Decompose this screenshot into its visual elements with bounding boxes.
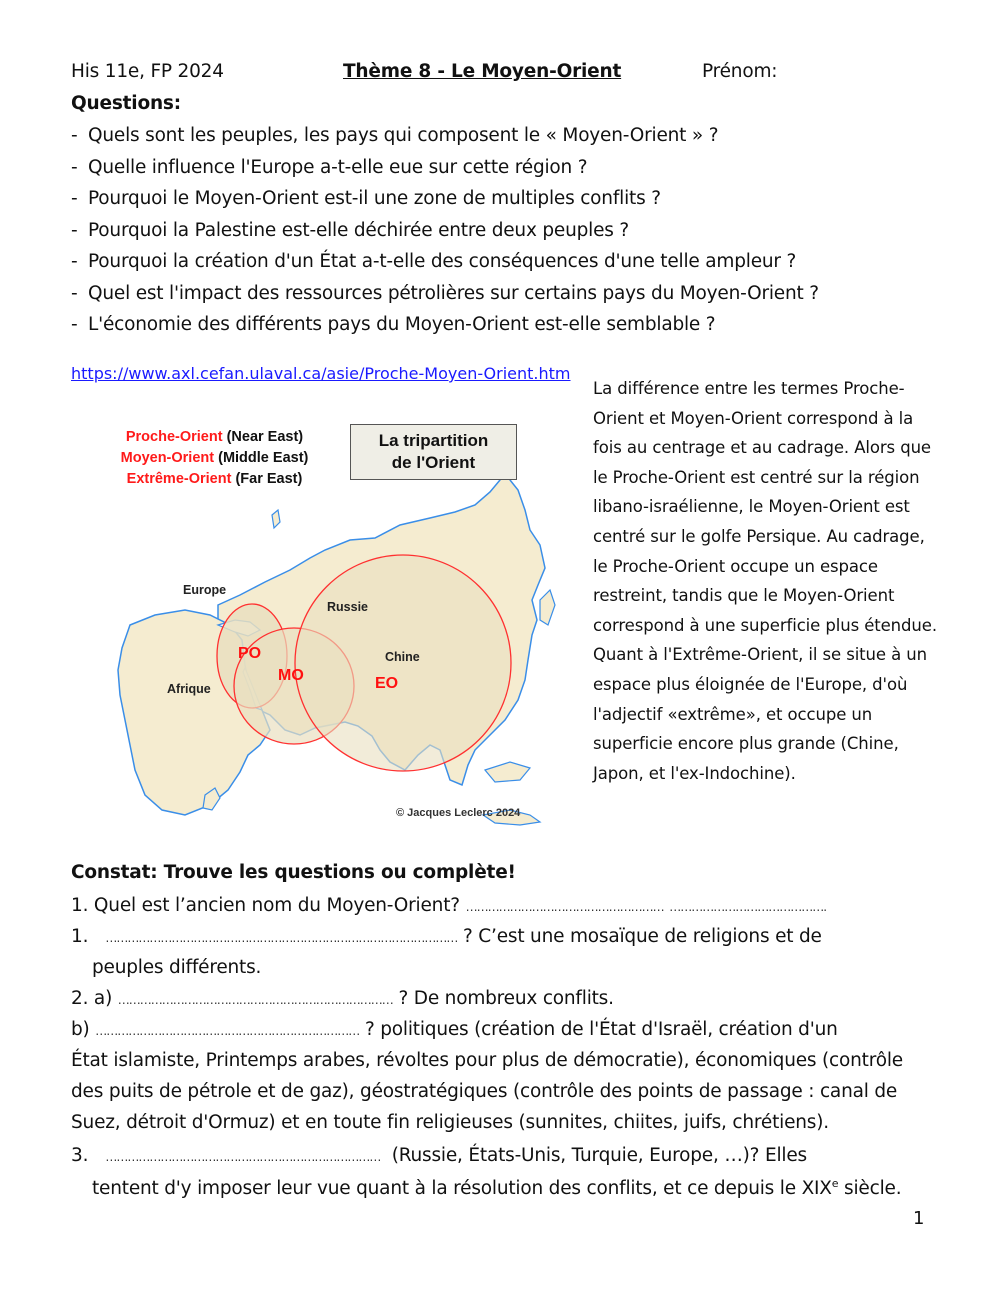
japan-islands: [540, 590, 555, 625]
exercise-q2b: b) ……………………………………………………………… ? politiques (création de l'État d'Israël, création d'un: [71, 1019, 838, 1040]
question-item: - Quel est l'impact des ressources pétrolières sur certains pays du Moyen-Orient ?: [71, 282, 819, 304]
exercise-q2a: 2. a) ………………………………………………………………… ? De nombreux conflits.: [71, 988, 614, 1009]
exercise-q1: 1. Quel est l’ancien nom du Moyen-Orient? ……………………………………………… …………………………………….: [71, 895, 827, 916]
question-item: - Pourquoi le Moyen-Orient est-il une zone de multiples conflits ?: [71, 188, 661, 209]
map-title-box: La tripartition de l'Orient: [350, 424, 517, 480]
legend-item: Proche-Orient (Near East): [125, 429, 304, 445]
question-item: - Quelle influence l'Europe a-t-elle eue sur cette région ?: [71, 156, 588, 178]
question-item: - Pourquoi la Palestine est-elle déchirée entre deux peuples ?: [71, 219, 630, 241]
question-item: - Quels sont les peuples, les pays qui composent le « Moyen-Orient » ?: [71, 125, 719, 146]
arctic-island: [272, 510, 280, 528]
source-link[interactable]: https://www.axl.cefan.ulaval.ca/asie/Proche-Moyen-Orient.htm: [71, 364, 571, 383]
answer-blank[interactable]: …………………………………….: [669, 900, 827, 914]
exercise-q2b-line3: des puits de pétrole et de gaz), géostratégiques (contrôle des points de passage : canal de: [71, 1081, 898, 1102]
answer-blank[interactable]: …………………………………………………………………: [105, 1150, 381, 1164]
question-item: - Pourquoi la création d'un État a-t-elle des conséquences d'une telle ampleur ?: [71, 251, 797, 272]
course-label: His 11e, FP 2024: [71, 61, 224, 82]
first-name-label: Prénom:: [702, 61, 778, 82]
zone-label-po: PO: [238, 645, 262, 662]
zone-label-eo: EO: [375, 675, 399, 692]
exercise-q2b-line2: État islamiste, Printemps arabes, révoltes pour plus de démocratie), économiques (contrôle: [71, 1050, 903, 1071]
constat-heading: Constat: Trouve les questions ou complète!: [71, 862, 516, 883]
page-title: Thème 8 - Le Moyen-Orient: [343, 61, 622, 82]
legend-item: Extrême-Orient (Far East): [126, 471, 303, 487]
answer-blank[interactable]: ……………………………………………………………………………………: [105, 931, 458, 945]
explanation-text: La différence entre les termes Proche-Orient et Moyen-Orient correspond à la fois au centrage et au cadrage. Alors que le Proche-Orient est centré sur la région libano-israélienne, le Moyen-Orient est centré sur le golfe Persique. Au cadrage, le Proche-Orient occupe un espace restreint, tandis que le Moyen-Orient correspond à une superficie plus étendue. Quant à l'Extrême-Orient, il se situe à un espace plus éloignée de l'Europe, d'où l'adjectif «extrême», et occupe un superficie encore plus grande (Chine, Japon, et l'ex-Indochine).: [593, 379, 937, 783]
label-russie: Russie: [327, 600, 368, 614]
page-number: 1: [913, 1208, 925, 1229]
question-item: - L'économie des différents pays du Moyen-Orient est-elle semblable ?: [71, 314, 716, 335]
exercise-q3: 3. ………………………………………………………………… (Russie, États-Unis, Turquie, Europe, …)? Elles: [71, 1145, 807, 1166]
answer-blank[interactable]: …………………………………………………………………: [117, 993, 393, 1007]
answer-blank[interactable]: ………………………………………………: [465, 900, 664, 914]
zone-label-mo: MO: [278, 667, 304, 684]
legend-item: Moyen-Orient (Middle East): [120, 450, 309, 466]
questions-list: [71, 124, 819, 345]
label-afrique: Afrique: [167, 682, 211, 696]
questions-heading: Questions:: [71, 93, 181, 114]
exercise-q3-cont: tentent d'y imposer leur vue quant à la résolution des conflits, et ce depuis le XIXe siècle.: [92, 1177, 902, 1200]
exercise-q2b-line4: Suez, détroit d'Ormuz) et en toute fin religieuses (sunnites, chiites, juifs, chrétiens).: [71, 1112, 829, 1133]
exercise-q1b: 1. …………………………………………………………………………………… ? C’est une mosaïque de religions et de: [71, 926, 822, 947]
label-europe: Europe: [183, 583, 227, 597]
exercise-q1b-cont: peuples différents.: [92, 957, 262, 978]
map-credit: © Jacques Leclerc 2024: [396, 807, 521, 819]
answer-blank[interactable]: ………………………………………………………………: [95, 1024, 360, 1038]
indonesia-islands: [485, 762, 530, 782]
map-legend: [107, 427, 322, 490]
label-chine: Chine: [385, 650, 420, 664]
